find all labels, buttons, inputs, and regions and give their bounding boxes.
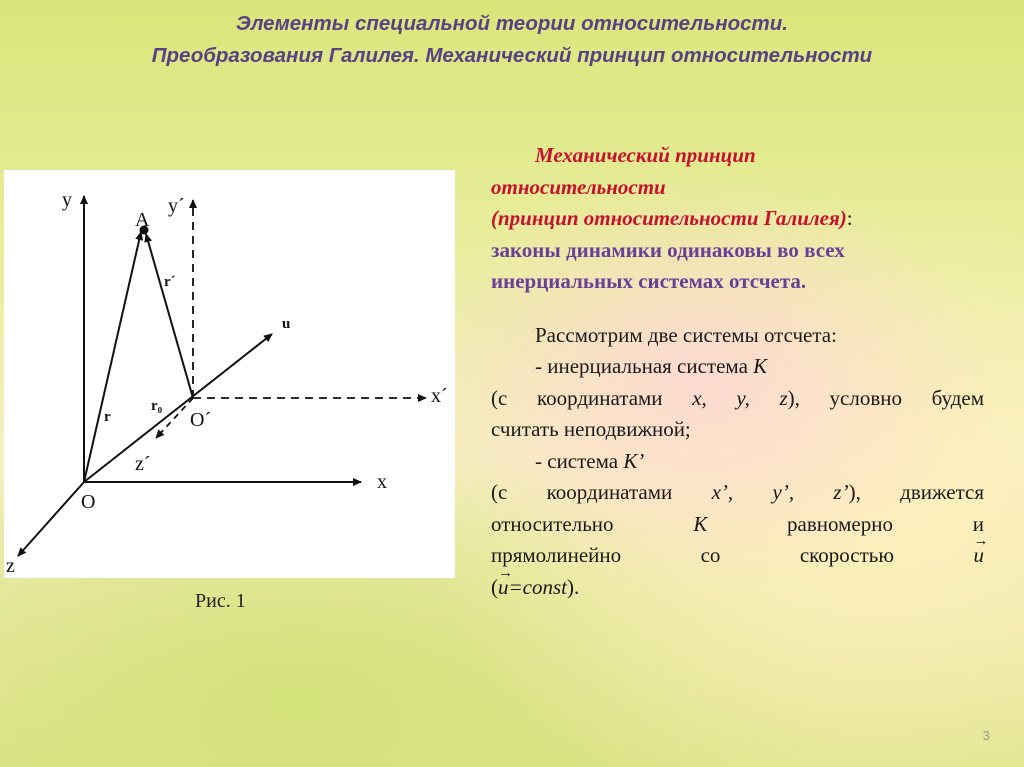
figure-caption: Рис. 1	[195, 590, 246, 612]
frame-kp-coords-vars: x’, y’, z’	[711, 480, 849, 504]
frame-kp-const-line	[491, 564, 984, 604]
slide-body	[491, 140, 989, 603]
label-r: r	[104, 409, 111, 425]
frame-k-coords-line	[491, 383, 984, 415]
const-open: (	[491, 574, 498, 599]
frame-k-coords-open: (с координатами	[491, 385, 693, 410]
frame-kp-coords-open: (с координатами	[491, 480, 712, 504]
frame-kp-line	[491, 446, 984, 478]
label-z-prime: z´	[135, 453, 151, 475]
label-z: z	[6, 555, 15, 577]
velocity-u: u	[973, 543, 984, 567]
slide-title	[0, 8, 1024, 72]
vector-r-prime	[146, 234, 193, 398]
const-close: ).	[567, 574, 580, 599]
frame-k-coords-vars: x, y, z	[692, 385, 788, 410]
frame-kp-relative-line	[491, 509, 984, 541]
frame-kp-coords-line	[491, 477, 984, 509]
frame-kp-uniform: равномерно и	[707, 511, 984, 536]
frame-k-coords-close: ), условно будем	[787, 385, 984, 410]
frame-kp-dash: - система	[535, 448, 624, 473]
principle-heading-line-2: относительности	[491, 174, 666, 199]
title-line-1: Элементы специальной теории относительности.	[235, 12, 789, 35]
velocity-symbol: → u	[973, 533, 989, 567]
frame-k-dash: - инерциальная система	[535, 354, 754, 378]
principle-galileo: (принцип относительности Галилея)	[491, 206, 847, 230]
const-velocity-symbol: → u	[498, 564, 513, 599]
page-number: 3	[982, 728, 990, 743]
frame-kp-moves: ), движется	[848, 480, 984, 504]
label-x: x	[377, 471, 387, 493]
label-y: y	[62, 189, 72, 211]
principle-statement-line-1: законы динамики одинаковы во всех	[491, 237, 845, 262]
principle-heading-line-3	[491, 203, 984, 235]
reference-frames-figure	[4, 170, 455, 578]
label-u: u	[282, 316, 291, 332]
label-y-prime: y´	[168, 195, 185, 217]
label-O: O	[81, 491, 96, 513]
intro-line: Рассмотрим две системы отсчета:	[535, 322, 837, 347]
frame-k-static-line: считать неподвижной;	[491, 417, 691, 441]
frame-k-symbol: К	[753, 354, 768, 378]
label-x-prime: x´	[431, 385, 448, 407]
frame-kp-velocity-text: прямолинейно со скоростью	[491, 543, 974, 567]
figure-diagram	[4, 170, 455, 578]
label-O-prime: O´	[190, 409, 212, 431]
principle-colon: :	[846, 206, 853, 230]
title-line-2: Преобразования Галилея. Механический принцип относительности	[151, 44, 873, 67]
frame-k-line	[491, 351, 984, 383]
const-u: u	[498, 574, 509, 599]
principle-heading-line-1: Механический принцип	[535, 143, 756, 167]
frame-kp-symbol: К’	[623, 448, 645, 473]
const-text: =const	[508, 574, 567, 599]
frame-kp-relative: относительно	[491, 511, 694, 536]
frame-kp-velocity-line	[491, 533, 989, 572]
frame-kp-relative-symbol: К	[693, 511, 708, 536]
principle-statement-line-2: инерциальных системах отсчета.	[491, 269, 807, 293]
label-A: A	[135, 209, 150, 231]
label-r0: r₀	[151, 398, 163, 414]
axis-z	[18, 482, 84, 556]
label-r-prime: r´	[164, 274, 176, 290]
